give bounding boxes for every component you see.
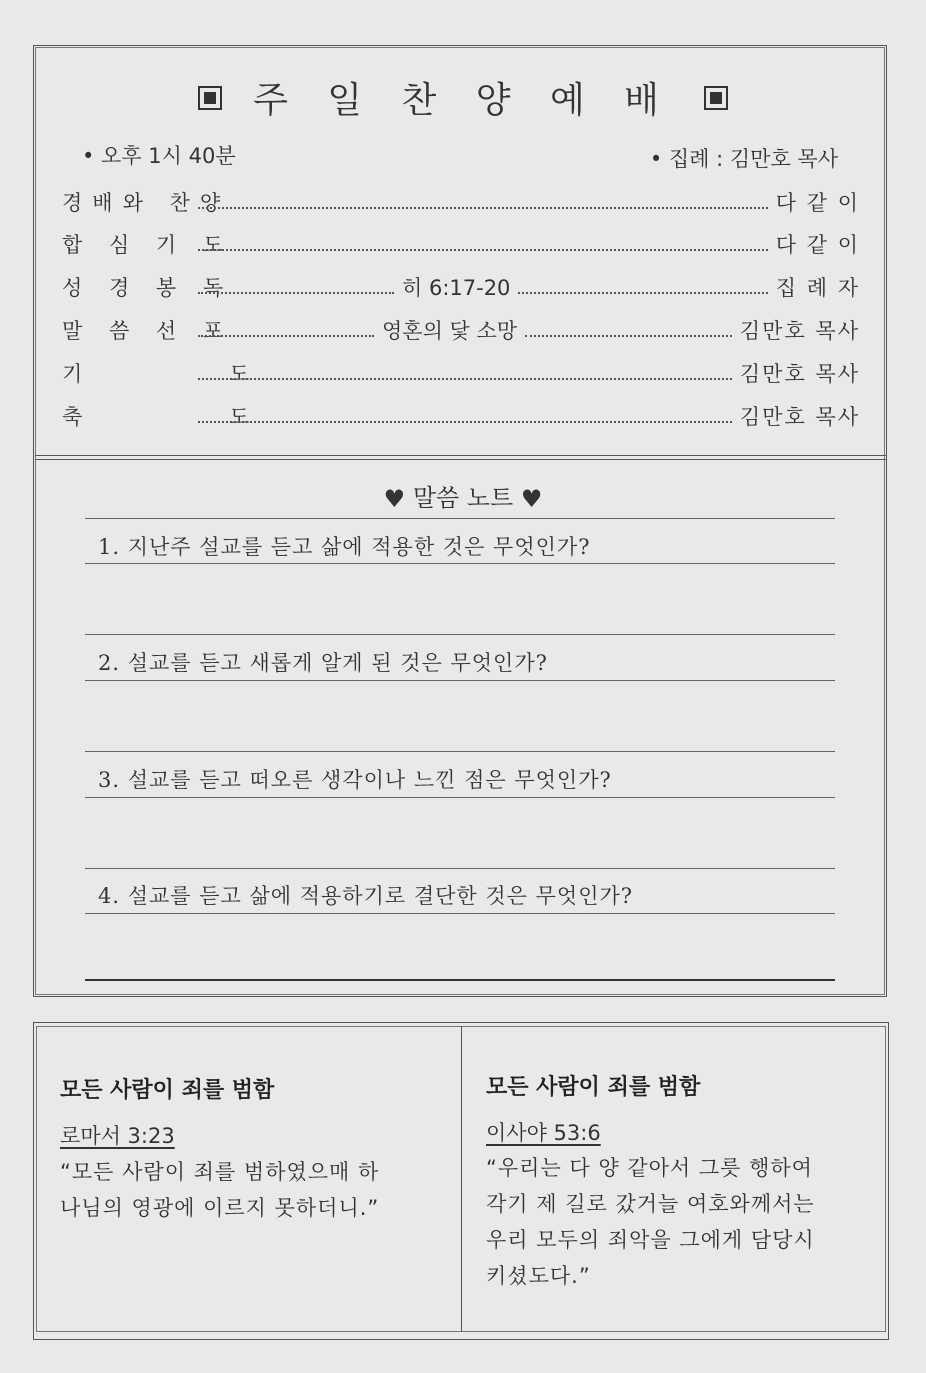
note-question: 1. 지난주 설교를 듣고 삶에 적용한 것은 무엇인가?: [98, 535, 591, 559]
note-question: 2. 설교를 듣고 새롭게 알게 된 것은 무엇인가?: [98, 651, 548, 675]
order-row: 기 도 김만호 목사: [62, 362, 860, 386]
note-line: [85, 634, 835, 635]
dotted-leader: [198, 195, 768, 209]
verse-heading: 모든 사람이 죄를 범함: [486, 1075, 701, 1100]
dotted-leader: [198, 409, 732, 423]
verse-heading: 모든 사람이 죄를 범함: [60, 1078, 275, 1103]
heart-icon: ♥: [383, 485, 406, 513]
square-bullet-icon: [198, 86, 222, 110]
verse-reference: 로마서 3:23: [60, 1124, 175, 1148]
note-question: 3. 설교를 듣고 떠오른 생각이나 느낀 점은 무엇인가?: [98, 768, 612, 792]
square-bullet-icon: [704, 86, 728, 110]
dotted-leader: [525, 323, 732, 337]
dotted-leader: [198, 237, 768, 251]
note-line: [85, 797, 835, 798]
worship-title: 주 일 찬 양 예 배: [0, 72, 926, 123]
note-line: [85, 751, 835, 752]
note-line: [85, 563, 835, 564]
order-row: 성 경 봉 독 히 6:17-20 집 례 자: [62, 276, 860, 300]
order-row: 경배와 찬양 다 같 이: [62, 191, 860, 215]
heart-icon: ♥: [520, 485, 543, 513]
note-line: [85, 913, 835, 914]
order-row: 축 도 김만호 목사: [62, 405, 860, 429]
verse-text: “우리는 다 양 같아서 그릇 행하여 각기 제 길로 갔거늘 여호와께서는 우리 모두의 죄악을 그에게 담당시 키셨도다.”: [486, 1156, 815, 1288]
verse-divider: [461, 1026, 462, 1332]
note-line: [85, 518, 835, 519]
section-divider: [35, 459, 887, 460]
note-question: 4. 설교를 듣고 삶에 적용하기로 결단한 것은 무엇인가?: [98, 884, 634, 908]
worship-time: • 오후 1시 40분: [82, 144, 236, 168]
verse-text: “모든 사람이 죄를 범하였으매 하 나님의 영광에 이르지 못하더니.”: [60, 1160, 380, 1220]
dotted-leader: [198, 366, 732, 380]
section-divider: [35, 455, 887, 456]
dotted-leader: [518, 280, 767, 294]
verse-reference: 이사야 53:6: [486, 1121, 601, 1145]
note-line: [85, 979, 835, 981]
note-line: [85, 680, 835, 681]
worship-leader: • 집례 : 김만호 목사: [649, 147, 838, 171]
dotted-leader: [198, 280, 394, 294]
dotted-leader: [198, 323, 374, 337]
order-row: 말 씀 선 포 영혼의 닻 소망 김만호 목사: [62, 319, 860, 343]
sermon-note-title: ♥ 말씀 노트 ♥: [383, 484, 543, 513]
note-line: [85, 868, 835, 869]
order-row: 합 심 기 도 다 같 이: [62, 233, 860, 257]
